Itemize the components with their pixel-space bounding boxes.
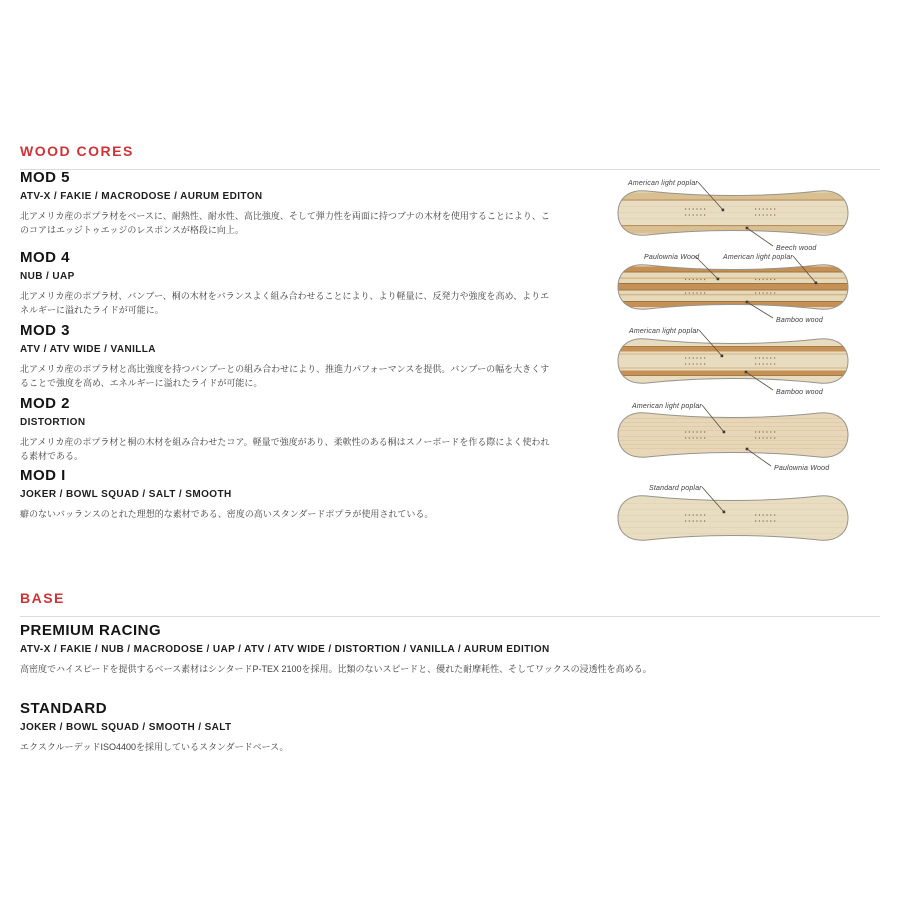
leader-marker (721, 355, 724, 358)
leader-marker (717, 278, 720, 281)
wood-label: Bamboo wood (776, 317, 823, 324)
mod4-board (617, 262, 849, 312)
section-standard (20, 701, 880, 754)
mod4-description: 北アメリカ産のポプラ材、バンブー、桐の木材をバランスよく組み合わせることにより、より軽量に、反発力や強度を高め、よりエネルギーに溢れたライドが可能に。 (20, 290, 550, 315)
wood-label: Bamboo wood (776, 389, 823, 396)
mod2-description: 北アメリカ産のポプラ材と桐の木材を組み合わせたコア。軽量で強度があり、柔軟性のある桐はスノーボードを作る際によく使われる素材である。 (20, 436, 550, 461)
leader-marker (723, 431, 726, 434)
leader-marker (723, 511, 726, 514)
base-heading: BASE (20, 590, 65, 606)
premium-racing-title: PREMIUM RACING (20, 622, 162, 639)
section-mod1 (20, 468, 552, 521)
wood-label: American light poplar (628, 180, 698, 187)
mod2-core-diagram (595, 395, 895, 473)
mod5-description: 北アメリカ産のポプラ材をベースに、耐熱性、耐水性、高比強度、そして弾力性を両面に持つブナの木材を使用することにより、このコアはエッジトゥエッジのレスポンスが格段に向上。 (20, 210, 550, 235)
mod4-models: NUB / UAP (20, 270, 75, 282)
section-mod4 (20, 250, 552, 317)
wood-label: Beech wood (776, 245, 817, 252)
standard-models: JOKER / BOWL SQUAD / SMOOTH / SALT (20, 721, 232, 733)
mod3-core-diagram (595, 320, 895, 398)
mod3-board (617, 336, 849, 386)
mod3-description: 北アメリカ産のポプラ材と高比強度を持つバンブーとの組み合わせにより、推進力パフォーマンスを提供。バンブーの幅を大きくすることで強度を高め、エネルギーに溢れたライドが可能に。 (20, 363, 550, 388)
wood-label: American light poplar (632, 403, 702, 410)
mod5-board (617, 188, 849, 238)
wood-label: Paulownia Wood (774, 465, 830, 472)
mod2-title: MOD 2 (20, 395, 71, 412)
base-divider (20, 616, 880, 617)
section-mod2 (20, 396, 552, 463)
mod1-models: JOKER / BOWL SQUAD / SALT / SMOOTH (20, 488, 232, 500)
wood-label: Standard poplar (649, 485, 702, 492)
leader-marker (722, 209, 725, 212)
wood-label: American light poplar (723, 254, 793, 261)
section-mod3 (20, 323, 552, 390)
mod5-models: ATV-X / FAKIE / MACRODOSE / AURUM EDITON (20, 190, 263, 202)
premium-racing-description: 高密度でハイスピードを提供するベース素材はシンタードP-TEX 2100を採用。比類のないスピードと、優れた耐摩耗性、そしてワックスの浸透性を高める。 (20, 663, 652, 674)
section-mod5 (20, 170, 552, 237)
standard-title: STANDARD (20, 700, 108, 717)
mod5-core-diagram (595, 172, 895, 256)
mod5-title: MOD 5 (20, 169, 71, 186)
mod2-models: DISTORTION (20, 416, 86, 428)
mod1-description: 癖のないバッランスのとれた理想的な素材である、密度の高いスタンダードポプラが使用されている。 (20, 508, 434, 519)
mod4-core-diagram (595, 246, 895, 326)
leader-marker (815, 282, 818, 285)
wood-label: Paulownia Wood (644, 254, 700, 261)
mod2-board (617, 410, 849, 460)
standard-description: エクスクルーデッドISO4400を採用しているスタンダードベース。 (20, 741, 289, 752)
mod4-title: MOD 4 (20, 249, 71, 266)
mod3-models: ATV / ATV WIDE / VANILLA (20, 343, 156, 355)
mod1-title: MOD I (20, 467, 66, 484)
mod3-title: MOD 3 (20, 322, 71, 339)
premium-racing-models: ATV-X / FAKIE / NUB / MACRODOSE / UAP / ATV / ATV WIDE / DISTORTION / VANILLA / AURUM EDITION (20, 643, 550, 655)
mod1-core-diagram (595, 477, 895, 549)
section-premium-racing (20, 623, 880, 676)
mod1-board (617, 493, 849, 543)
wood-label: American light poplar (629, 328, 699, 335)
wood-cores-heading: WOOD CORES (20, 143, 134, 159)
